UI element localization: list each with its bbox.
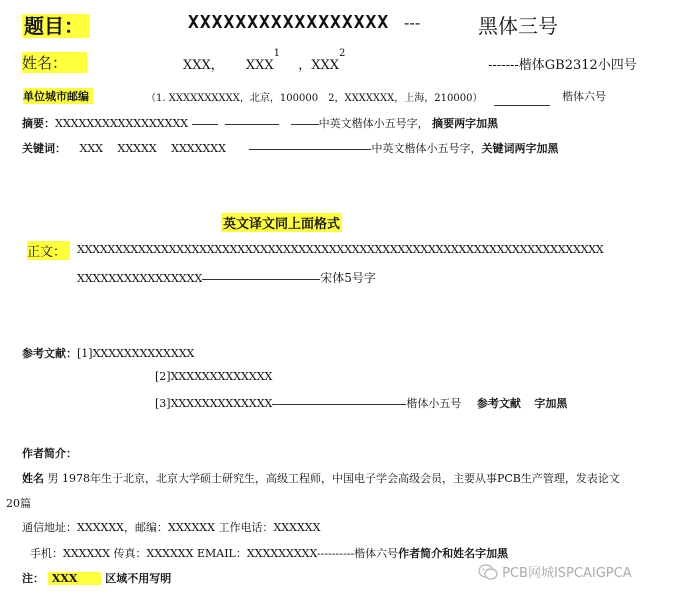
bio-phone-dash: ---------- <box>316 547 355 560</box>
references-line-1 <box>22 345 194 361</box>
watermark <box>478 562 632 584</box>
keywords-label: 关键词： <box>22 142 66 155</box>
author-names <box>183 48 346 73</box>
abstract-label: 摘要： <box>22 117 55 130</box>
title-font-note: 黑体三号 <box>478 14 558 38</box>
body-note: 宋体5号字 <box>320 271 376 285</box>
references-note-bold-2: 字加黑 <box>534 397 568 410</box>
bio-phone-line <box>30 545 508 561</box>
author-name-3: ，XXX <box>298 58 339 73</box>
reference-3: [3]XXXXXXXXXXXXX <box>155 397 273 410</box>
references-line-3 <box>155 395 567 411</box>
bio-phone: 手机：XXXXXX 传真：XXXXXX EMAIL：XXXXXXXXX <box>30 547 317 560</box>
bio-line-1 <box>22 470 620 486</box>
author-superscript-1: 1 <box>273 48 281 59</box>
author-name-1: XXX， <box>183 58 224 73</box>
bio-label: 作者简介： <box>22 447 77 460</box>
abstract-note-bold: 摘要两字加黑 <box>432 117 499 130</box>
bio-text-1: 男 1978年生于北京，北京大学硕士研究生，高级工程师，中国电子学会高级会员，主要从事PCB生产管理，发表论文 <box>47 472 620 485</box>
unit-label: 单位城市邮编 <box>23 88 93 104</box>
english-note: 英文译文同上面格式 <box>221 213 342 232</box>
keywords-note-bold: 关键词两字加黑 <box>481 142 559 155</box>
body-label: 正文： <box>27 241 70 260</box>
references-label: 参考文献： <box>22 347 77 360</box>
author-dash: ------- <box>488 58 519 73</box>
bio-name-label: 姓名 <box>22 472 44 485</box>
references-note-bold-1: 参考文献 <box>476 397 521 410</box>
body-line-2-placeholder: XXXXXXXXXXXXXXXX <box>77 272 203 285</box>
reference-1: [1]XXXXXXXXXXXXX <box>77 347 195 360</box>
abstract-note: 中英文楷体小五号字， <box>318 117 429 130</box>
author-superscript-2: 2 <box>338 48 346 59</box>
author-name-2: XXX <box>245 58 274 73</box>
bio-phone-note-bold: 作者简介和姓名字加黑 <box>398 547 509 560</box>
bio-text-2: 20篇 <box>6 497 31 510</box>
reference-2: [2]XXXXXXXXXXXXX <box>155 370 273 383</box>
title-placeholder: XXXXXXXXXXXXXXXXX <box>188 12 390 33</box>
note-label: 注： <box>22 572 44 585</box>
title-line <box>22 10 90 39</box>
note-line <box>22 570 171 586</box>
author-note <box>488 54 637 73</box>
watermark-text: PCB网城ISPCAIGPCA <box>502 566 632 581</box>
unit-note: 楷体六号 <box>562 90 606 103</box>
keywords-note: 中英文楷体小五号字， <box>371 142 482 155</box>
note-text: 区域不用写明 <box>105 572 172 585</box>
title-label: 题目： <box>22 14 90 38</box>
bio-address: 通信地址：XXXXXX，邮编：XXXXXX 工作电话：XXXXXX <box>22 521 321 534</box>
author-font-note: 楷体GB2312小四号 <box>518 58 637 73</box>
abstract-line <box>22 115 498 131</box>
references-note: 楷体小五号 <box>406 397 462 410</box>
unit-rule <box>494 95 550 114</box>
unit-text: （1. XXXXXXXXXX，北京，100000 2，XXXXXXX，上海，210000） <box>146 93 483 104</box>
author-label: 姓名： <box>22 52 87 73</box>
bio-phone-note: 楷体六号 <box>354 547 399 560</box>
note-placeholder: XXX <box>48 572 102 585</box>
keywords-text: XXX XXXXX XXXXXXX <box>79 142 226 155</box>
keywords-line <box>22 140 558 156</box>
title-dash: --- <box>404 14 421 32</box>
wechat-icon <box>478 564 498 584</box>
body-line-1: XXXXXXXXXXXXXXXXXXXXXXXXXXXXXXXXXXXXXXXXXXXXXXXXXXXXXXXXXXXXXXXXXXXXX <box>77 243 604 256</box>
abstract-placeholder: XXXXXXXXXXXXXXXXX <box>55 117 189 130</box>
body-line-2 <box>77 269 376 286</box>
